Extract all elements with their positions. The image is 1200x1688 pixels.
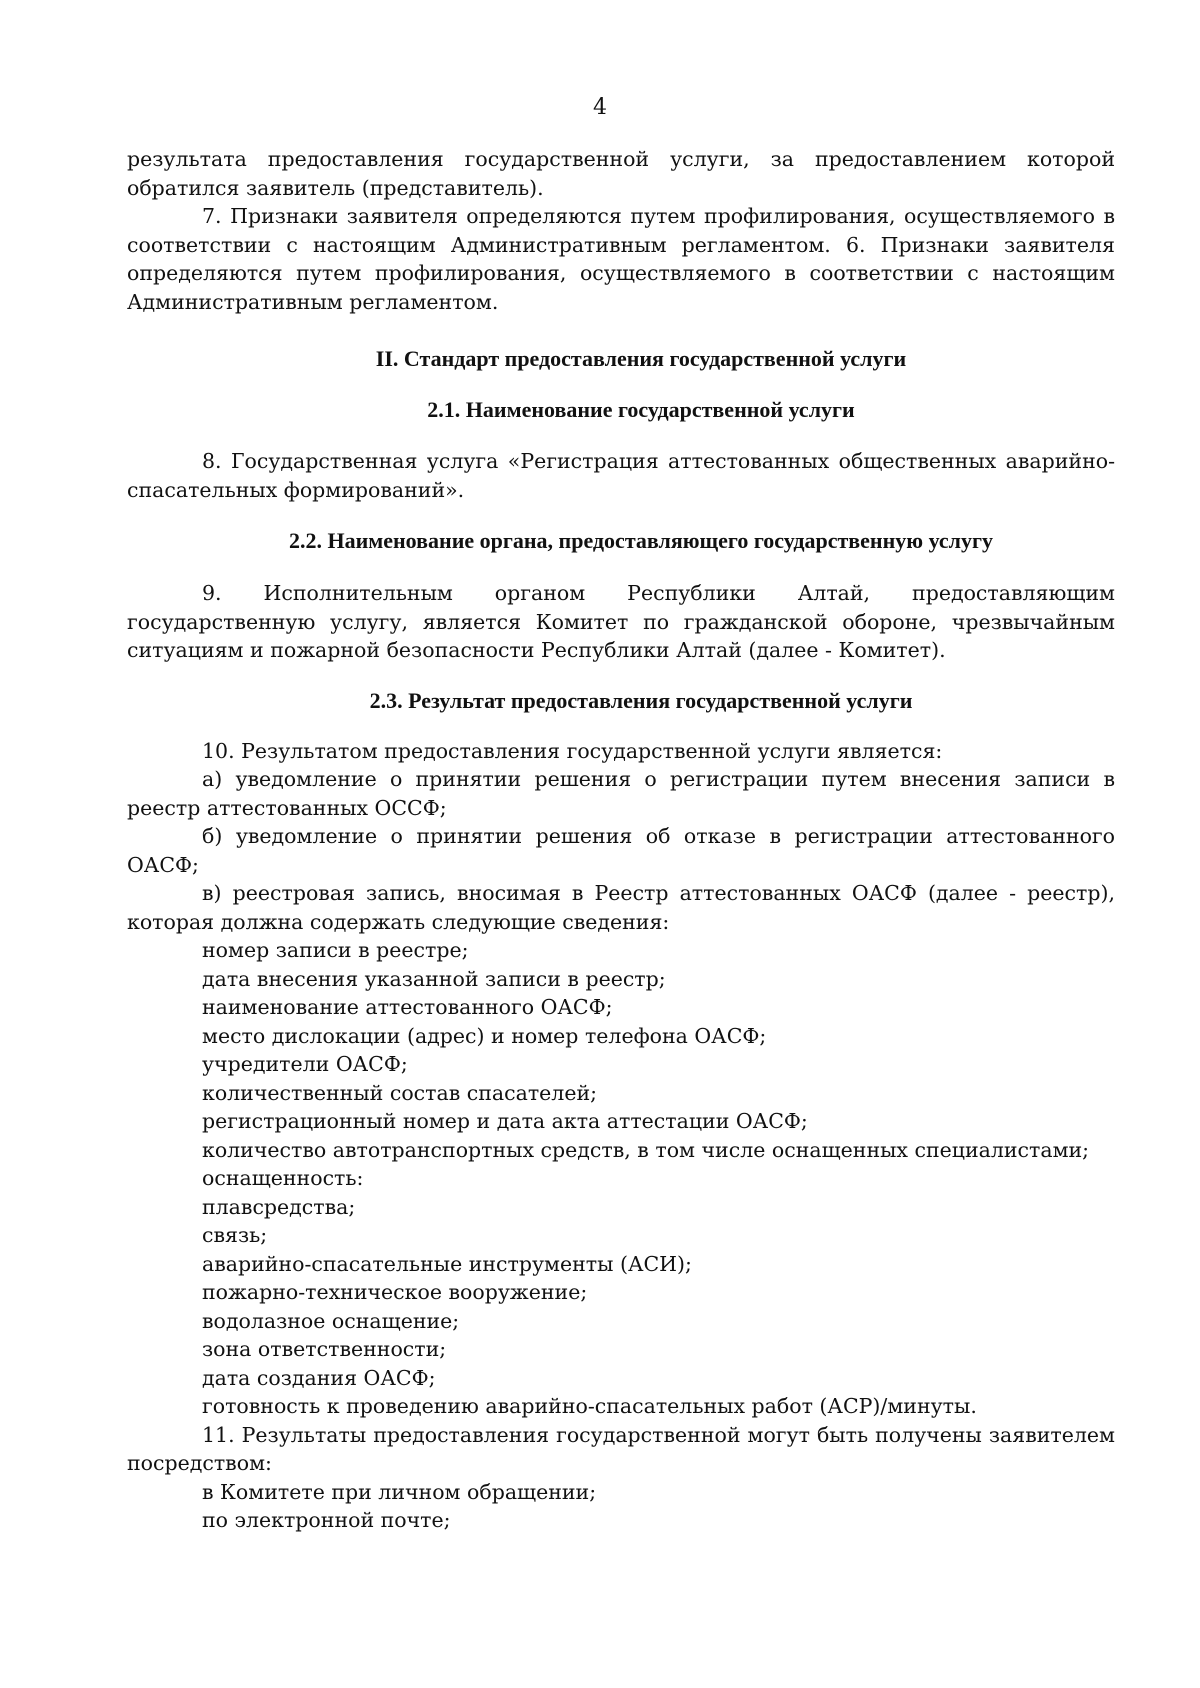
- list-item: аварийно-спасательные инструменты (АСИ);: [202, 1251, 692, 1276]
- paragraph-11: 11. Результаты предоставления государственной могут быть получены заявителем посредством:: [127, 1422, 1115, 1475]
- list-item: по электронной почте;: [202, 1508, 451, 1532]
- list-item: дата внесения указанной записи в реестр;: [202, 966, 666, 991]
- list-item: наименование аттестованного ОАСФ;: [202, 995, 613, 1019]
- section-2-heading: II. Стандарт предоставления государственной услуги: [375, 346, 907, 371]
- section-2-2-heading: 2.2. Наименование органа, предоставляющего государственную услугу: [288, 528, 994, 553]
- paragraph-10: 10. Результатом предоставления государственной услуги является:: [202, 738, 943, 763]
- list-item: учредители ОАСФ;: [202, 1052, 408, 1076]
- list-item: номер записи в реестре;: [202, 938, 469, 962]
- result-channels-list: [127, 1478, 1115, 1535]
- section-2-3-heading: 2.3. Результат предоставления государственной услуги: [369, 687, 913, 713]
- list-item: место дислокации (адрес) и номер телефона ОАСФ;: [202, 1023, 767, 1048]
- paragraph-10-a: а) уведомление о принятии решения о регистрации путем внесения записи в реестр аттестованных ОССФ;: [127, 767, 1115, 820]
- list-item: регистрационный номер и дата акта аттестации ОАСФ;: [202, 1109, 808, 1133]
- list-item: готовность к проведению аварийно-спасательных работ (АСР)/минуты.: [202, 1394, 977, 1418]
- list-item: количественный состав спасателей;: [202, 1080, 598, 1105]
- list-item: дата создания ОАСФ;: [202, 1365, 436, 1390]
- paragraph-7: 7. Признаки заявителя определяются путем профилирования, осуществляемого в соответствии с настоящим Административным регламентом. 6. Признаки заявителя определяются путем профилирования, осуществляемого в соответствии с настоящим Административным регламентом.: [127, 204, 1115, 314]
- paragraph-9: 9. Исполнительным органом Республики Алтай, предоставляющим государственную услугу, является Комитет по гражданской обороне, чрезвычайным ситуациям и пожарной безопасности Республики Алтай (далее - Комитет).: [127, 581, 1115, 662]
- list-item: пожарно-техническое вооружение;: [202, 1280, 588, 1304]
- paragraph-8: 8. Государственная услуга «Регистрация аттестованных общественных аварийно-спасательных формирований».: [127, 449, 1115, 502]
- list-item: связь;: [202, 1223, 268, 1247]
- paragraph-10-v: в) реестровая запись, вносимая в Реестр аттестованных ОАСФ (далее - реестр), которая должна содержать следующие сведения:: [127, 881, 1115, 934]
- list-item: в Комитете при личном обращении;: [202, 1479, 597, 1504]
- list-item: оснащенность:: [202, 1166, 364, 1190]
- continuation-paragraph: результата предоставления государственной услуги, за предоставлением которой обратился заявитель (представитель).: [127, 147, 1115, 200]
- list-item: количество автотранспортных средств, в том числе оснащенных специалистами;: [202, 1137, 1090, 1162]
- document-body: [127, 145, 1115, 1535]
- list-item: плавсредства;: [202, 1194, 356, 1219]
- section-2-1-heading: 2.1. Наименование государственной услуги: [427, 397, 855, 422]
- paragraph-10-b: б) уведомление о принятии решения об отказе в регистрации аттестованного ОАСФ;: [127, 824, 1115, 877]
- registry-items-list: [127, 936, 1115, 1421]
- page-number: 4: [593, 95, 607, 120]
- list-item: водолазное оснащение;: [202, 1308, 460, 1333]
- list-item: зона ответственности;: [202, 1337, 447, 1361]
